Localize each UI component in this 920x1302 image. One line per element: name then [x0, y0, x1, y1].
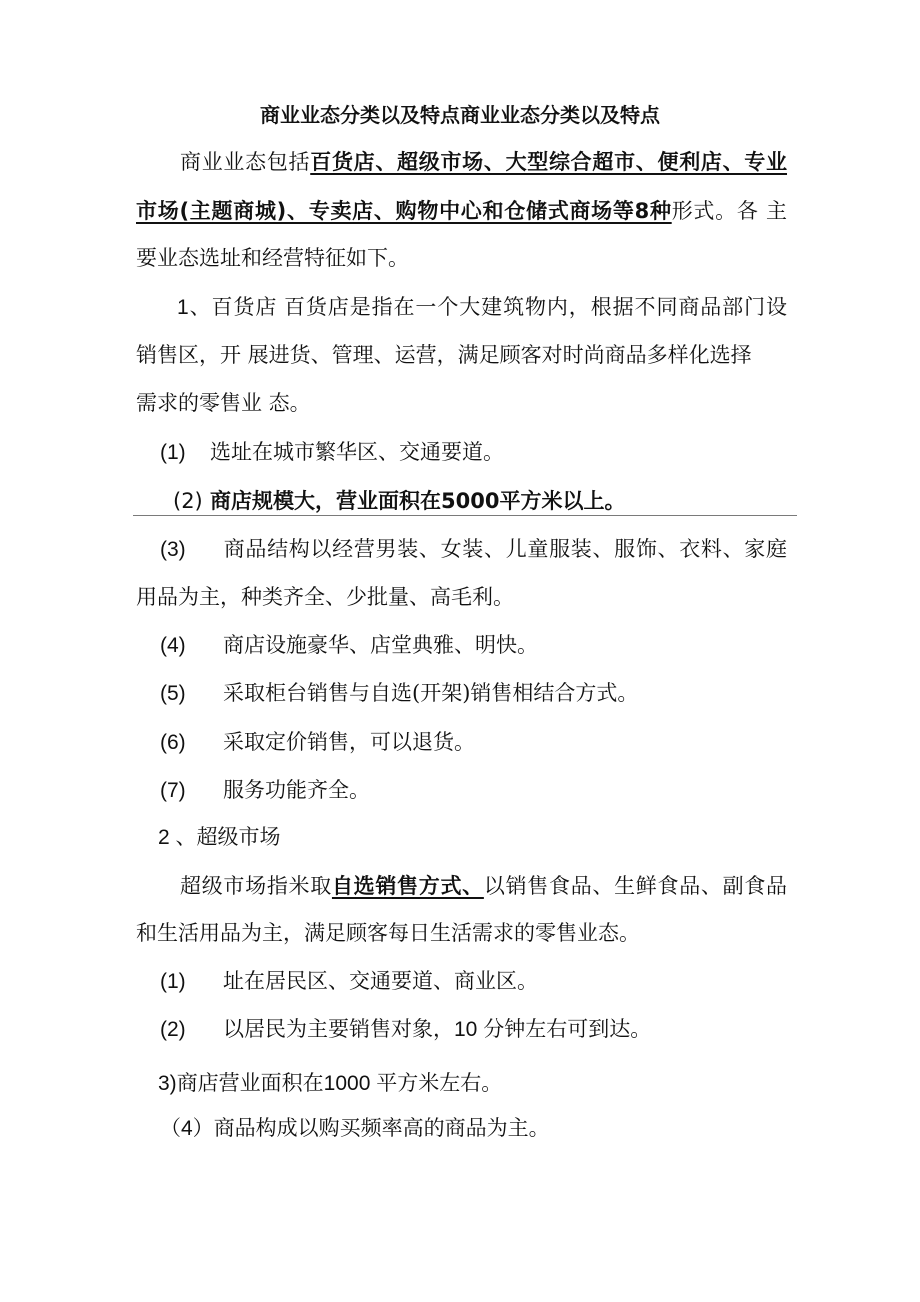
super-item-3: 3)商店营业面积在1000 平方米左右。: [158, 1072, 503, 1095]
intro-formats-bold: 百货店、超级市场、大型综合超市、便利店、专业: [310, 150, 788, 174]
dept-store-line-2: 销售区，开 展进货、管理、运营，满足顾客对时尚商品多样化选择: [136, 343, 752, 367]
dept-item-4: (4) 商店设施豪华、店堂典雅、明快。: [160, 633, 538, 657]
intro-line-1: 商业业态包括百货店、超级市场、大型综合超市、便利店、专业: [180, 150, 788, 174]
super-item-4: （4）商品构成以购买频率高的商品为主。: [160, 1116, 550, 1140]
dept-item-6: (6) 采取定价销售，可以退货。: [160, 730, 475, 754]
supermarket-heading: 2 、超级市场: [158, 826, 281, 849]
dept-item-2: (2) 商店规模大，营业面积在5000平方米以上。: [173, 489, 626, 513]
self-service-underlined: 自选销售方式、: [331, 874, 484, 898]
dept-item-1: (1) 选址在城市繁华区、交通要道。: [160, 440, 504, 464]
dept-item-5: (5) 采取柜台销售与自选(开架)销售相结合方式。: [160, 681, 639, 705]
dept-store-line-3: 需求的零售业 态。: [136, 391, 311, 415]
document-title: 商业业态分类以及特点商业业态分类以及特点: [260, 103, 660, 127]
super-item-1: (1) 址在居民区、交通要道、商业区。: [160, 969, 538, 993]
intro-line-2: 市场(主题商城)、专卖店、购物中心和仓储式商场等8种形式。各 主: [136, 199, 787, 223]
page-divider: [133, 515, 797, 516]
dept-store-line-1: 1、百货店 百货店是指在一个大建筑物内，根据不同商品部门设: [177, 296, 787, 319]
dept-item-7: (7) 服务功能齐全。: [160, 778, 370, 802]
supermarket-line-2: 和生活用品为主，满足顾客每日生活需求的零售业态。: [136, 921, 640, 945]
super-item-2: (2) 以居民为主要销售对象，10 分钟左右可到达。: [160, 1018, 652, 1041]
intro-line-3: 要业态选址和经营特征如下。: [136, 246, 409, 270]
intro-formats-bold-cont: 市场(主题商城)、专卖店、购物中心和仓储式商场等8种: [136, 199, 672, 223]
supermarket-line-1: 超级市场指米取自选销售方式、以销售食品、生鲜食品、副食品: [180, 874, 788, 898]
dept-item-3-cont: 用品为主，种类齐全、少批量、高毛利。: [136, 585, 514, 609]
dept-item-3: (3) 商品结构以经营男装、女装、儿童服装、服饰、衣料、家庭: [160, 537, 787, 561]
